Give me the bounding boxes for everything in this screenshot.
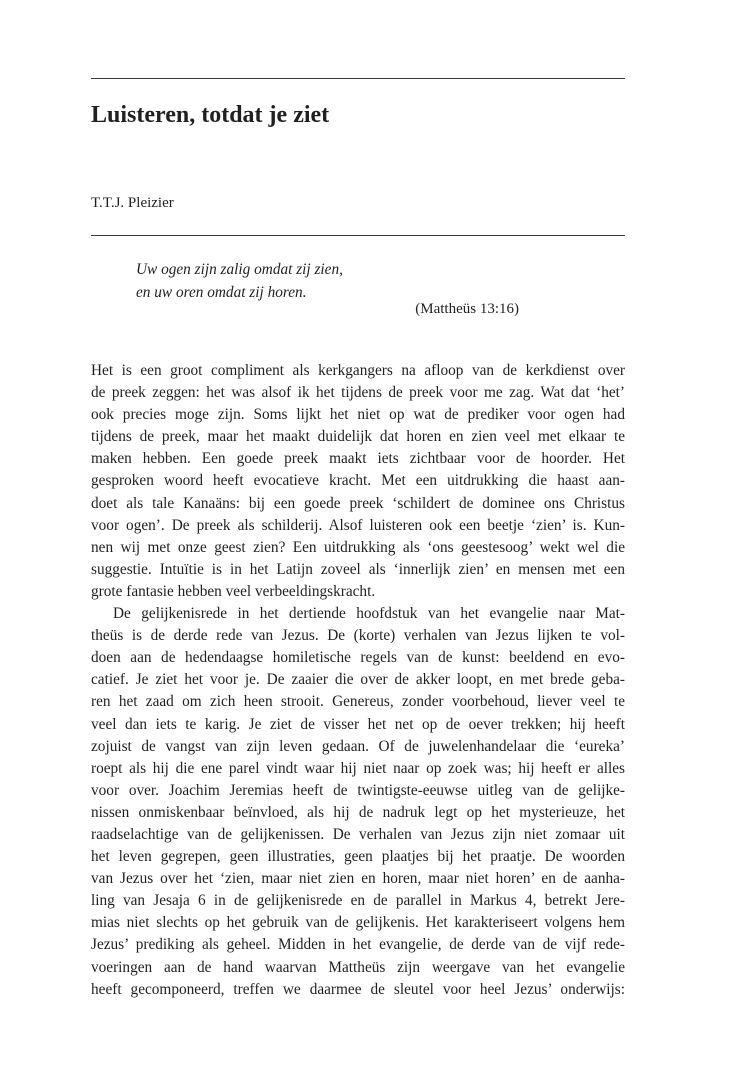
text-line: nen wij met onze geest zien? Een uitdrukking als ‘ons geestesoog’ wekt wel die — [91, 538, 625, 556]
text-line: het leven gegrepen, geen illustraties, geen plaatjes bij het praatje. De woorden — [91, 848, 625, 866]
text-line: tijdens de preek, maar het maakt duidelijk dat horen en zien veel met elkaar te — [91, 428, 625, 446]
article-title: Luisteren, totdat je ziet — [91, 102, 330, 128]
text-line: doen aan de hedendaagse homiletische regels van de kunst: beeldend en evo- — [91, 649, 625, 667]
text-line: mias niet slechts op het gebruik van de gelijkenis. Het karakteriseert volgens hem — [91, 914, 625, 932]
text-line: de preek zeggen: het was alsof ik het tijdens de preek voor me zag. Wat dat ‘het’ — [91, 384, 625, 402]
text-line: ren het zaad om zich heen strooit. Genereus, zonder voorbehoud, liever veel te — [91, 693, 625, 711]
text-line: heeft gecomponeerd, treffen we daarmee de sleutel voor heel Jezus’ onderwijs: — [91, 980, 625, 998]
text-line: nissen onmiskenbaar beïnvloed, als hij de nadruk legt op het mysterieuze, het — [91, 803, 625, 821]
text-line: voor over. Joachim Jeremias heeft de twintigste-eeuwse uitleg van de gelijke- — [91, 781, 625, 799]
body-text — [91, 360, 625, 1001]
text-line: van Jezus over het ‘zien, maar niet zien en horen, maar niet horen’ en de aanha- — [91, 870, 625, 888]
text-line: voeringen aan de hand waarvan Mattheüs zijn weergave van het evangelie — [91, 958, 625, 976]
text-line: zojuist de vangst van zijn leven gedaan. Of de juwelenhandelaar die ‘eureka’ — [91, 737, 625, 755]
epigraph-line: Uw ogen zijn zalig omdat zij zien, — [136, 261, 343, 278]
text-line: theüs is de derde rede van Jezus. De (korte) verhalen van Jezus lijken te vol- — [91, 627, 625, 645]
author-name: T.T.J. Pleizier — [91, 195, 174, 211]
text-line: gesproken woord heeft evocatieve kracht. Met een uitdrukking die haast aan- — [91, 472, 625, 490]
text-line: veel dan iets te karig. Je ziet de visser het net op de oever trekken; hij heeft — [91, 715, 625, 733]
epigraph-line: en uw oren omdat zij horen. — [136, 284, 307, 301]
text-line: Jezus’ prediking als geheel. Midden in het evangelie, de derde van de vijf rede- — [91, 936, 625, 954]
paragraph — [91, 360, 625, 603]
text-line: doet als tale Kanaäns: bij een goede preek ‘schildert de dominee ons Christus — [91, 494, 625, 512]
text-line: maken hebben. Een goede preek maakt iets zichtbaar voor de hoorder. Het — [91, 450, 625, 468]
text-line: voor ogen’. De preek als schilderij. Alsof luisteren ook een beetje ‘zien’ is. Kun- — [91, 516, 625, 534]
text-line: ling van Jesaja 6 in de gelijkenisrede en de parallel in Markus 4, betrekt Jere- — [91, 892, 625, 910]
text-line: raadselachtige van de gelijkenissen. De verhalen van Jezus zijn niet zomaar uit — [91, 825, 625, 843]
top-rule — [91, 78, 625, 79]
text-line: De gelijkenisrede in het dertiende hoofdstuk van het evangelie naar Mat- — [113, 605, 625, 623]
header-rule — [91, 235, 625, 236]
text-line: catief. Je ziet het voor je. De zaaier die over de akker loopt, en met brede geba- — [91, 671, 625, 689]
text-line: ook precies moge zijn. Soms lijkt het niet op wat de prediker voor ogen had — [91, 406, 625, 424]
text-line: roept als hij die ene parel vindt waar hij niet naar op zoek was; hij heeft er alles — [91, 759, 625, 777]
text-line: suggestie. Intuïtie is in het Latijn zoveel als ‘innerlijk zien’ en mensen met een — [91, 560, 625, 578]
text-line: grote fantasie hebben veel verbeeldingskracht. — [91, 582, 376, 600]
text-line: Het is een groot compliment als kerkgangers na afloop van de kerkdienst over — [91, 362, 625, 379]
epigraph-citation: (Mattheüs 13:16) — [415, 301, 519, 317]
paragraph — [91, 603, 625, 1001]
